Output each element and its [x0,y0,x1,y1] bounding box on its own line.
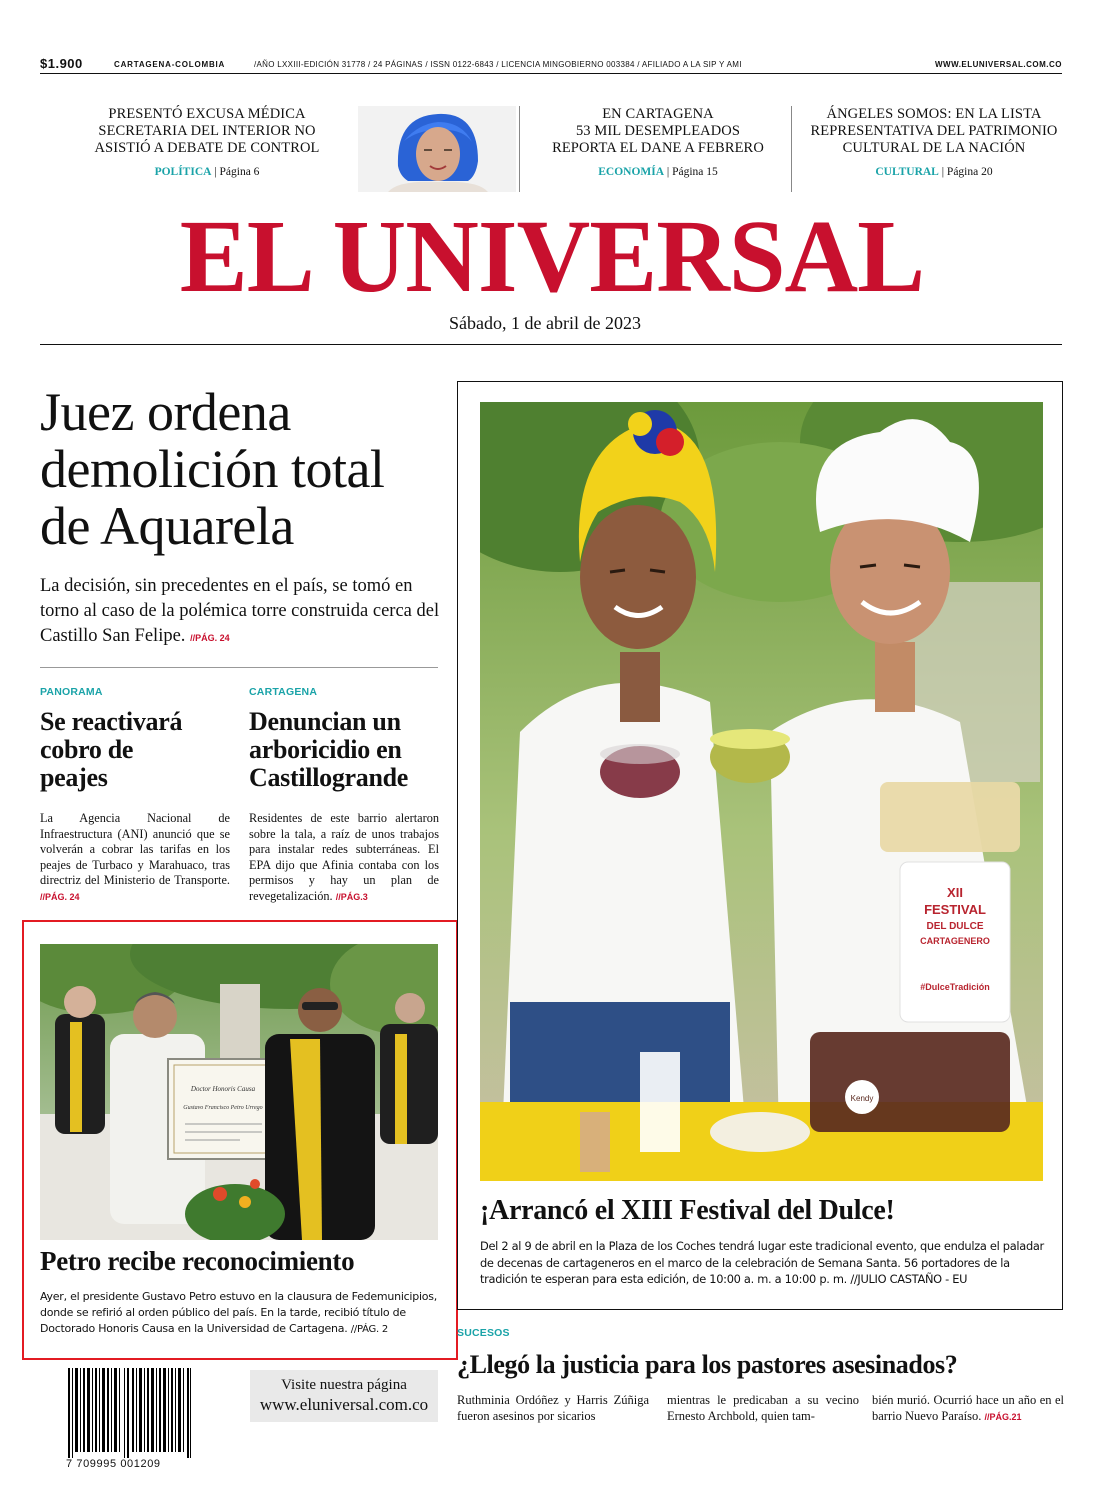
story-headline-line: arboricidio en [249,735,402,764]
sucesos-column-3-text: bién murió. Ocurrió hace un año en el barrio Nuevo Paraíso. [872,1393,1064,1423]
sucesos-column-2: mientras le predicaban a su vecino Ernesto Archbold, quien tam- [667,1393,859,1423]
website-link[interactable]: WWW.ELUNIVERSAL.COM.CO [935,60,1062,69]
story-kicker: PANORAMA [40,686,103,698]
petro-body [40,1289,440,1338]
teaser-divider [519,106,520,192]
visit-url[interactable]: www.eluniversal.com.co [259,1395,429,1414]
story-headline-line: Castillogrande [249,763,409,792]
portrait-illustration [358,106,516,192]
lead-page-ref[interactable]: //PÁG. 24 [190,633,230,643]
visit-website-box[interactable] [250,1370,438,1422]
story-body [249,811,439,905]
sucesos-kicker: SUCESOS [457,1327,510,1339]
teaser-page: Página 20 [946,166,993,178]
teaser-page: Página 15 [672,166,718,178]
story-headline-line: Se reactivará [40,707,183,736]
container-label: Kendy [850,1094,874,1103]
story-headline-line: peajes [40,763,108,792]
diploma-text: Gustavo Francisco Petro Urrego [183,1105,263,1111]
teaser-page: Página 6 [219,166,260,178]
story-headline[interactable] [40,708,240,792]
section-rule [40,667,438,668]
feature-body [480,1238,1044,1288]
lead-headline[interactable] [40,384,450,555]
barcode-icon [68,1368,192,1458]
story-kicker: CARTAGENA [249,686,318,698]
festival-illustration [480,402,1043,1181]
apron-text: DEL DULCE [926,921,984,932]
petro-headline[interactable]: Petro recibe reconocimiento [40,1246,355,1276]
teaser-portrait-photo [358,106,516,192]
lead-deck-text: La decisión, sin precedentes en el país, se tomó en torno al caso de la polémica torre construida cerca del Castillo San Felipe. [40,576,440,646]
newspaper-masthead: EL UNIVERSAL [179,199,925,314]
apron-text: CARTAGENERO [920,936,990,946]
story-page-ref[interactable]: //PÁG.3 [335,891,368,902]
apron-text: XII [947,885,963,900]
lead-deck [40,574,440,651]
teaser-headline-line: SECRETARIA DEL INTERIOR NO [98,123,316,139]
barcode-digits: 7 709995 001209 [66,1458,161,1470]
edition-city: CARTAGENA-COLOMBIA [114,60,226,69]
teaser-headline-line: REPORTA EL DANE A FEBRERO [552,140,764,156]
teaser-politica[interactable]: PRESENTÓ EXCUSA MÉDICA SECRETARIA DEL INTERIOR NO ASISTIÓ A DEBATE DE CONTROL POLÍTICA | Página 6 [80,106,334,178]
edition-info: /AÑO LXXIII-EDICIÓN 31778 / 24 PÁGINAS / ISSN 0122-6843 / LICENCIA MINGOBIERNO 003384 / AFILIADO A LA SIP Y AMI [254,60,742,69]
petro-page-ref[interactable]: //PÁG. 2 [350,1324,388,1335]
teaser-headline-line: EN CARTAGENA [602,106,714,122]
story-page-ref[interactable]: //PÁG. 24 [40,891,80,902]
top-info-bar [40,58,1062,74]
photo-credit: //JULIO CASTAÑO - EU [850,1272,968,1286]
story-headline-line: cobro de [40,735,134,764]
sucesos-column-1: Ruthminia Ordóñez y Harris Zúñiga fueron asesinos por sicarios [457,1393,649,1423]
petro-body-text: Ayer, el presidente Gustavo Petro estuvo en la clausura de Fedemunicipios, donde se refirió al orden público del país. En la tarde, recibió título de Doctorado Honoris Causa en la Universidad de Cartagena. [40,1290,437,1335]
apron-text: #DulceTradición [920,982,990,992]
teaser-economia[interactable]: EN CARTAGENA 53 MIL DESEMPLEADOS REPORTA EL DANE A FEBRERO ECONOMÍA | Página 15 [534,106,782,178]
cover-price: $1.900 [40,56,83,71]
feature-headline[interactable]: ¡Arrancó el XIII Festival del Dulce! [480,1195,895,1226]
feature-body-text: Del 2 al 9 de abril en la Plaza de los Coches tendrá lugar este tradicional evento, que endulza el paladar de decenas de cartageneros en el marco de la celebración de Semana Santa. 56 portadores de la tradición te esperan para esta edición, de 10:00 a. m. a 10:00 p. m. [480,1239,1044,1286]
ceremony-illustration [40,944,438,1240]
teaser-section: ECONOMÍA [598,166,665,178]
teaser-section: CULTURAL [875,166,939,178]
story-body-text: La Agencia Nacional de Infraestructura (ANI) anunció que se volverán a cobrar las tarifas en los peajes de Turbaco y Marahuaco, tras directriz del Ministerio de Transporte. [40,811,230,887]
edition-date: Sábado, 1 de abril de 2023 [449,313,641,333]
sucesos-page-ref[interactable]: //PÁG.21 [984,1412,1022,1422]
story-headline[interactable] [249,708,449,792]
diploma-text: Doctor Honoris Causa [190,1085,256,1093]
story-body-text: Residentes de este barrio alertaron sobre la tala, a raíz de unos trabajos para instalar redes subterráneas. El EPA dijo que Afinia contaba con los permisos y hay un plan de revegetalización. [249,811,439,903]
visit-label: Visite nuestra página [281,1377,407,1393]
teaser-cultural[interactable]: ÁNGELES SOMOS: EN LA LISTA REPRESENTATIVA DEL PATRIMONIO CULTURAL DE LA NACIÓN CULTURAL | Página 20 [800,106,1068,178]
lead-headline-line: de Aquarela [40,496,294,556]
sucesos-column-3 [872,1392,1064,1425]
teaser-headline-line: 53 MIL DESEMPLEADOS [575,123,741,139]
teaser-headline-line: CULTURAL DE LA NACIÓN [842,140,1026,156]
teaser-headline-line: ASISTIÓ A DEBATE DE CONTROL [94,140,320,156]
apron-text: FESTIVAL [924,902,986,917]
teaser-section: POLÍTICA [154,166,212,178]
story-body [40,811,230,905]
lead-headline-line: Juez ordena [40,382,291,442]
teaser-headline-line: REPRESENTATIVA DEL PATRIMONIO [810,123,1058,139]
teaser-headline-line: ÁNGELES SOMOS: EN LA LISTA [826,106,1042,122]
lead-headline-line: demolición total [40,439,385,499]
sucesos-headline[interactable]: ¿Llegó la justicia para los pastores asesinados? [457,1350,958,1379]
teaser-headline-line: PRESENTÓ EXCUSA MÉDICA [108,106,306,122]
festival-photo [480,402,1043,1181]
masthead-rule [40,344,1062,345]
petro-ceremony-photo [40,944,438,1240]
story-headline-line: Denuncian un [249,707,401,736]
teaser-divider [791,106,792,192]
